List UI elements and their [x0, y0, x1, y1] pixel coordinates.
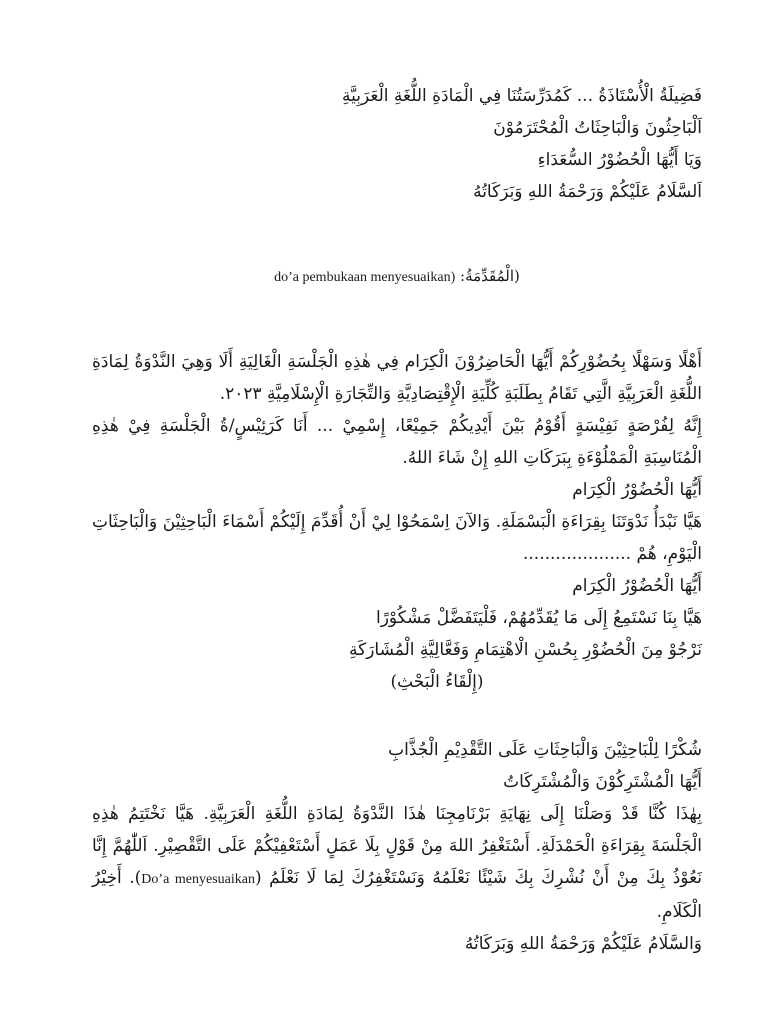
- closing-paragraph-latin: Do’a menyesuaikan: [141, 872, 255, 887]
- spacer: [92, 294, 702, 346]
- body-line-5: هَيَّا بِنَا نَسْتَمِعُ إِلَى مَا يُقَدِّمُهُمْ، فَلْيَتَفَضَّلْ مَشْكُوْرًا: [375, 608, 702, 628]
- greeting-line-2: اَلْبَاحِثُونَ وَالْبَاحِثَاتُ الْمُحْتَرَمُوْنَ: [493, 118, 702, 138]
- closing-line-1: شُكْرًا لِلْبَاحِثِيْنَ وَالْبَاحِثَاتِ عَلَى التَّقْدِيْمِ الْجُذَّابِ: [388, 740, 702, 760]
- muqaddimah-latin: do’a pembukaan menyesuaikan): [274, 270, 456, 285]
- closing-line-2: أَيُّهَا الْمُشْتَرِكُوْنَ وَالْمُشْتَرِكَاتُ: [503, 772, 702, 792]
- greeting-line-4: اَلسَّلَامُ عَلَيْكُمْ وَرَحْمَةُ اللهِ وَبَرَكَاتُهُ: [473, 182, 702, 202]
- body-paragraph-1: أَهْلًا وَسَهْلًا بِحُضُوْرِكُمْ أَيُّهَا الْحَاضِرُوْنَ الْكِرَام فِي هٰذِهِ الْجَلْسَةِ الْغَالِيَةِ أَلَا وَهِيَ النَّدْوَةُ لِمَادَةِ اللُّغَةِ الْعَرَبِيَّةِ الَّتِي تَقَامُ بِطَلَبَةِ كُلِّيَةِ الْإِقْتِصَادِيَّةِ وَالتِّجَارَةِ الْإِسْلَامِيَّةِ ٢٠٢٣.: [92, 352, 702, 404]
- spacer: [92, 208, 702, 260]
- document-page: [92, 80, 702, 960]
- spacer: [92, 698, 702, 734]
- address-line-2: أَيُّهَا الْحُضُوْرُ الْكِرَام: [572, 576, 702, 596]
- greeting-line-3: وَيَا أَيُّهَا الْحُضُوْرُ السُّعَدَاءِ: [537, 150, 702, 170]
- closing-line-3: وَالسَّلَامُ عَلَيْكُمْ وَرَحْمَةُ اللهِ وَبَرَكَاتُهُ: [464, 934, 702, 954]
- greeting-line-1: فَضِيلَةُ الْأُسْتَاذَةُ ... كَمُدَرِّسَتُنَا فِي الْمَادَةِ اللُّغَةِ الْعَرَبِيَّةِ: [342, 86, 702, 106]
- ilqa-label: (إِلْقَاءُ الْبَحْثِ): [390, 672, 484, 692]
- body-line-6: نَرْجُوْ مِنَ الْحُضُوْرِ بِحُسْنِ الْاهْتِمَامِ وَفَعَّالِيَّةِ الْمُشَارَكَةِ: [349, 640, 702, 660]
- muqaddimah-arabic: (الْمُقَدِّمَةُ:: [460, 267, 520, 285]
- body-paragraph-3: هَيَّا نَبْدَأُ نَدْوَتَنَا بِقِرَاءَةِ الْبَسْمَلَةِ. وَالآنَ اِسْمَحُوْا لِيْ أَنْ أُقَدِّمَ إِلَيْكُمْ أَسْمَاءَ الْبَاحِثِيْنَ وَالْبَاحِثَاتِ الْيَوْمِ، هُمْ ....................: [92, 512, 702, 564]
- closing-paragraph-part-b: ). أَخِيْرُ الْكَلَامِ.: [92, 868, 702, 922]
- address-line-1: أَيُّهَا الْحُضُوْرُ الْكِرَام: [572, 480, 702, 500]
- closing-paragraph-part-a: بِهٰذَا كُنَّا قَدْ وَصَلْنَا إِلَى نِهَايَةِ بَرْنَامِجِنَا هٰذَا النَّدْوَةُ لِمَادَةِ اللُّغَةِ الْعَرَبِيَّةِ. هَيَّا نَخْتَتِمُ هٰذِهِ الْجَلْسَةَ بِقِرَاءَةِ الْحَمْدَلَةِ. أَسْتَغْفِرُ اللهَ مِنْ قَوْلٍ بِلَا عَمَلٍ أَسْتَعْفِيْكُمْ عَلَى التَّقْصِيْرِ. اَللّٰهُمَّ إِنَّا نَعُوْذُ بِكَ مِنْ أَنْ نُشْرِكَ بِكَ شَيْئًا نَعْلَمُهُ وَنَسْتَغْفِرُكَ لِمَا لَا نَعْلَمُ (: [92, 804, 703, 888]
- muqaddimah-heading: [92, 260, 702, 294]
- closing-paragraph: [92, 798, 702, 928]
- body-paragraph-2: إِنَّهُ لِفُرْصَةٍ نَفِيْسَةٍ أَقُوْمُ بَيْنَ أَيْدِيكُمْ جَمِيْعًا، إِسْمِيْ ... أَنَا كَرَئِيْسٍ/ةُ الْجَلْسَةِ فِيْ هٰذِهِ الْمُنَاسِبَةِ الْمَمْلُوْءَةِ بِبَرَكَاتِ اللهِ إِنْ شَاءَ اللهُ.: [92, 416, 702, 468]
